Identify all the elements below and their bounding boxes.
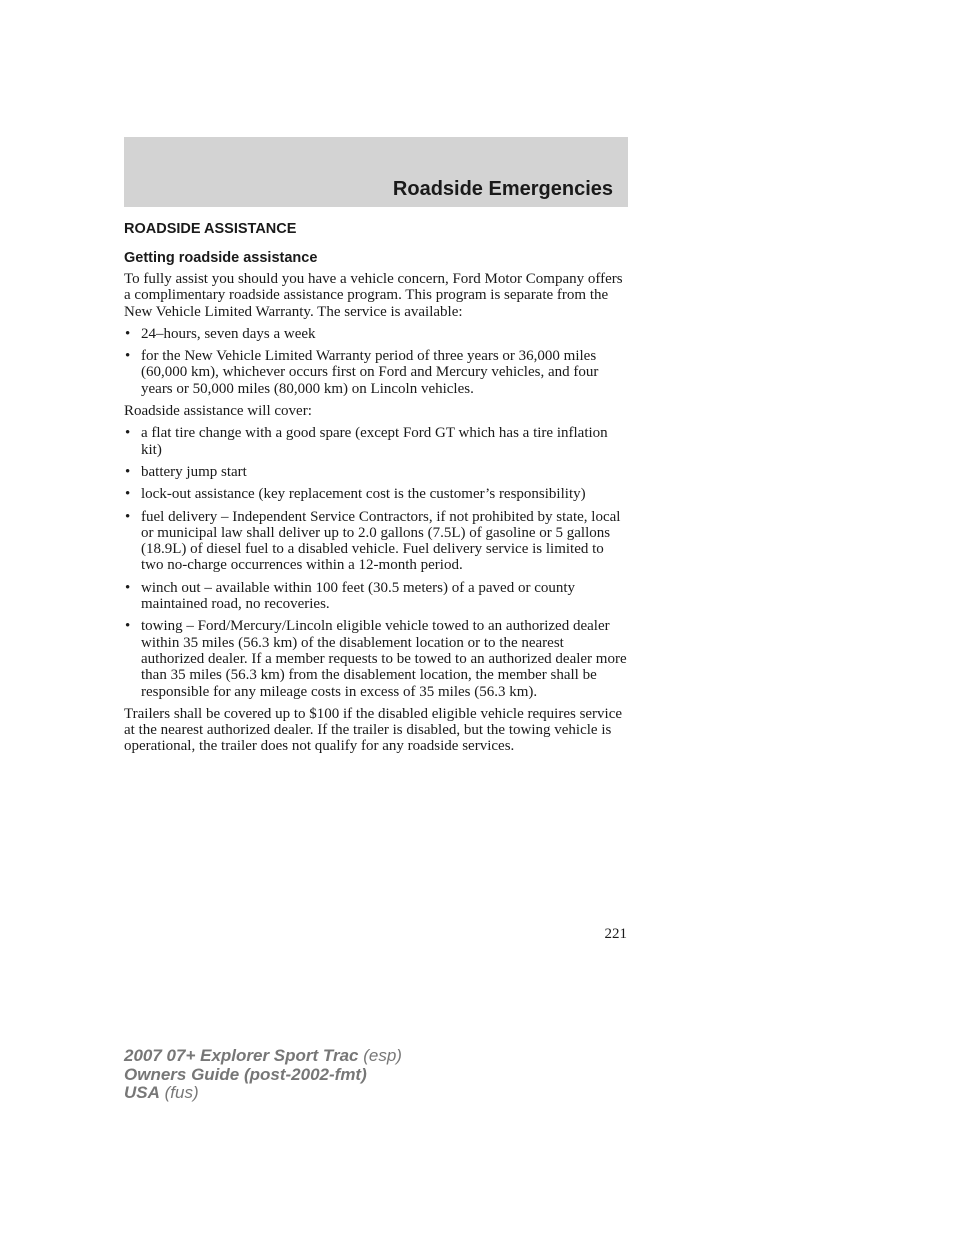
list-item-text: battery jump start [141, 463, 247, 480]
bullet-icon: • [125, 348, 131, 365]
footer-line-1 [124, 1047, 402, 1066]
list-item-text: a flat tire change with a good spare (except Ford GT which has a tire inflation kit) [141, 425, 608, 458]
section-heading: ROADSIDE ASSISTANCE [124, 221, 297, 237]
list-item [124, 486, 630, 502]
footer-model-code: (esp) [358, 1046, 402, 1065]
chapter-title: Roadside Emergencies [392, 178, 613, 200]
bullet-icon: • [125, 508, 131, 525]
footer-line-3 [124, 1084, 402, 1103]
footer-model: 2007 07+ Explorer Sport Trac [124, 1046, 359, 1065]
sub-heading: Getting roadside assistance [124, 250, 318, 266]
footer-market: USA [124, 1083, 160, 1102]
list-item-text: winch out – available within 100 feet (30.5 meters) of a paved or county maintained road, no recoveries. [141, 579, 576, 613]
list-item-text: for the New Vehicle Limited Warranty period of three years or 36,000 miles (60,000 km), whichever occurs first on Ford and Mercury vehicles, and four years or 50,000 miles (80,000 km) on Lincoln vehicles. [141, 348, 599, 397]
footer-line-2 [124, 1066, 402, 1085]
coverage-list [124, 425, 630, 699]
list-item [124, 425, 630, 458]
bullet-icon: • [125, 463, 131, 480]
coverage-intro: Roadside assistance will cover: [124, 403, 312, 420]
list-item [124, 348, 630, 397]
list-item-text: towing – Ford/Mercury/Lincoln eligible vehicle towed to an authorized dealer within 35 miles (56.3 km) of the disablement location or to the nearest authorized dealer. If a member requests to be towed to an authorized dealer more than 35 miles (56.3 km) from the disablement location, the member shall be responsible for any mileage costs in excess of 35 miles (56.3 km). [141, 618, 627, 700]
document-footer [124, 1047, 402, 1103]
list-item [124, 618, 630, 699]
list-item [124, 509, 630, 574]
bullet-icon: • [125, 618, 131, 635]
bullet-icon: • [125, 425, 131, 442]
list-item-text: fuel delivery – Independent Service Contractors, if not prohibited by state, local or municipal law shall deliver up to 2.0 gallons (7.5L) of gasoline or 5 gallons (18.9L) of diesel fuel to a disabled vehicle. Fuel delivery service is limited to two no-charge occurrences within a 12-month period. [141, 508, 621, 574]
list-item [124, 464, 630, 480]
bullet-icon: • [125, 486, 131, 503]
bullet-icon: • [125, 325, 131, 342]
list-item [124, 326, 630, 342]
bullet-icon: • [125, 579, 131, 596]
availability-list [124, 326, 630, 397]
list-item-text: lock-out assistance (key replacement cost is the customer’s responsibility) [141, 486, 586, 503]
section-header-bar [124, 137, 628, 207]
footer-guide: Owners Guide (post-2002-fmt) [124, 1064, 367, 1084]
page-content [124, 220, 630, 761]
list-item [124, 580, 630, 613]
footer-market-code: (fus) [159, 1083, 199, 1102]
list-item-text: 24–hours, seven days a week [141, 325, 316, 342]
intro-paragraph: To fully assist you should you have a vehicle concern, Ford Motor Company offers a complimentary roadside assistance program. This program is separate from the New Vehicle Limited Warranty. The service is available: [124, 271, 623, 320]
trailers-paragraph: Trailers shall be covered up to $100 if the disabled eligible vehicle requires service at the nearest authorized dealer. If the trailer is disabled, but the towing vehicle is operational, the trailer does not qualify for any roadside services. [124, 705, 623, 755]
page-number: 221 [604, 926, 627, 942]
